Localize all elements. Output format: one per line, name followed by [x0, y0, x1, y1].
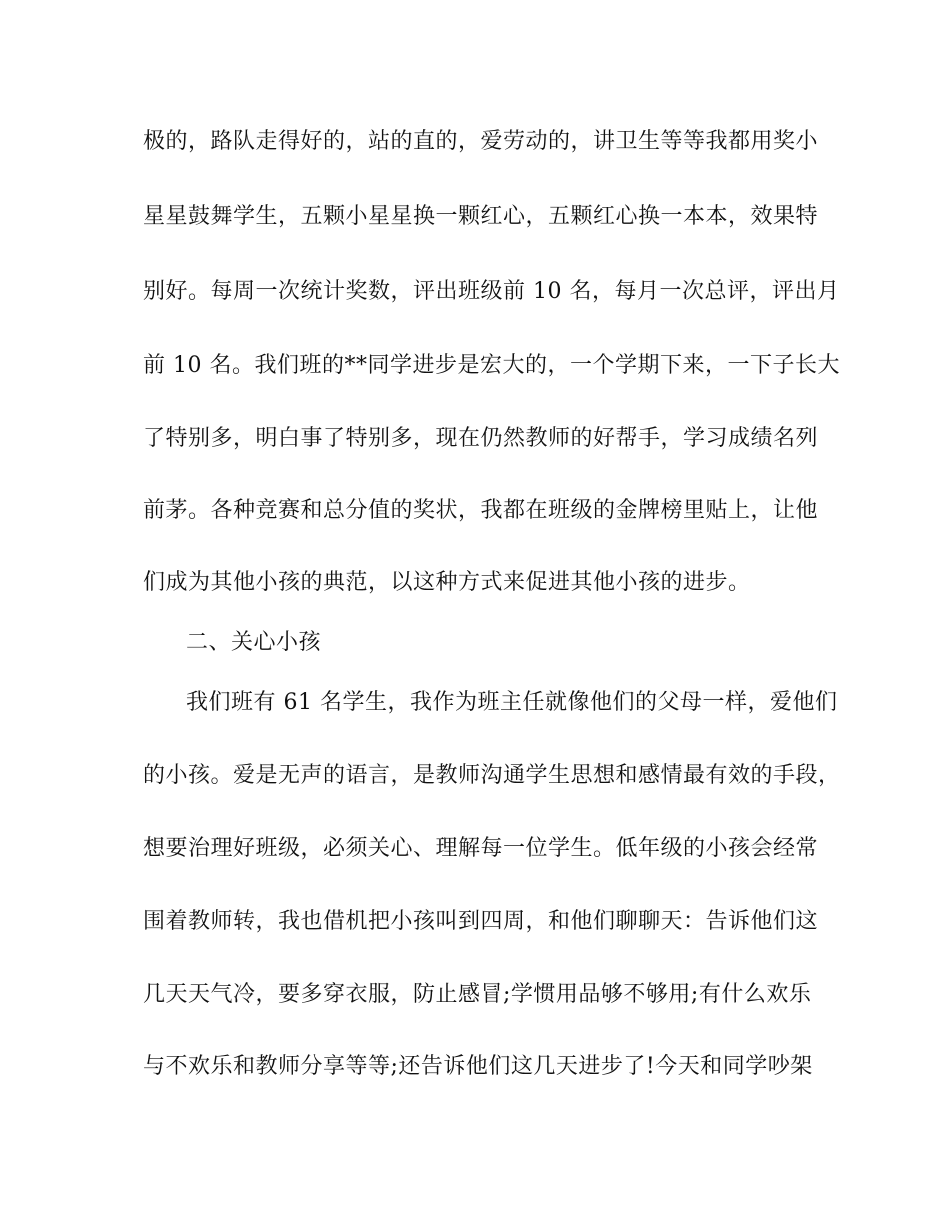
paragraph-line: 们成为其他小孩的典范，以这种方式来促进其他小孩的进步。 [143, 570, 751, 595]
paragraph-line: 星星鼓舞学生，五颗小星星换一颗红心，五颗红心换一本本，效果特 [143, 204, 819, 229]
paragraph-line: 与不欢乐和教师分享等等;还告诉他们这几天进步了!今天和同学吵架 [143, 1054, 813, 1079]
paragraph-line: 围着教师转，我也借机把小孩叫到四周，和他们聊聊天：告诉他们这 [143, 909, 819, 934]
paragraph-line: 了特别多，明白事了特别多，现在仍然教师的好帮手，学习成绩名列 [143, 426, 819, 451]
paragraph-line: 前 10 名。我们班的**同学进步是宏大的，一个学期下来，一下子长大 [143, 353, 840, 378]
paragraph-line: 的小孩。爱是无声的语言，是教师沟通学生思想和感情最有效的手段， [143, 763, 841, 788]
paragraph-line: 几天天气冷，要多穿衣服，防止感冒;学惯用品够不够用;有什么欢乐 [143, 982, 812, 1007]
paragraph-line: 想要治理好班级，必须关心、理解每一位学生。低年级的小孩会经常 [143, 836, 819, 861]
paragraph-line: 前茅。各种竞赛和总分值的奖状，我都在班级的金牌榜里贴上，让他 [143, 498, 819, 523]
section-heading: 二、关心小孩 [186, 630, 322, 655]
paragraph-line: 极的，路队走得好的，站的直的，爱劳动的，讲卫生等等我都用奖小 [143, 129, 819, 154]
paragraph-line: 我们班有 61 名学生，我作为班主任就像他们的父母一样，爱他们 [186, 690, 838, 715]
paragraph-line: 别好。每周一次统计奖数，评出班级前 10 名，每月一次总评，评出月 [143, 279, 840, 304]
